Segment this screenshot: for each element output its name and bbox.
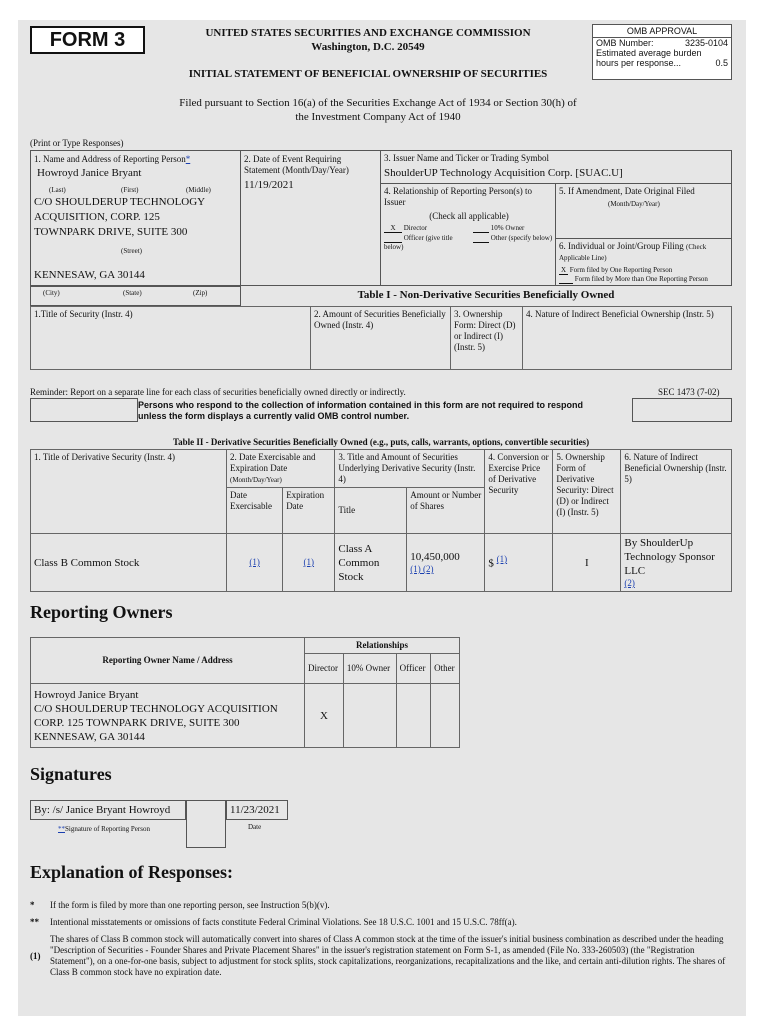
form-label: FORM 3 (30, 26, 145, 54)
owner-line4: KENNESAW, GA 30144 (34, 730, 145, 743)
zip-label: (Zip) (193, 289, 208, 297)
omb-approval-box (592, 24, 732, 80)
table1-col2: 2. Amount of Securities Beneficially Owned (Instr. 4) (311, 307, 451, 370)
table1-col1: 1.Title of Security (Instr. 4) (31, 307, 311, 370)
signature-date: 11/23/2021 (226, 800, 288, 820)
box1-reporting-person (30, 150, 241, 286)
table1-col4: 4. Nature of Indirect Beneficial Ownership (Instr. 5) (523, 307, 732, 370)
first-label: (First) (121, 186, 139, 194)
agency-name: UNITED STATES SECURITIES AND EXCHANGE COMMISSION (205, 27, 531, 39)
signature-label-row (58, 825, 150, 833)
price-cell (485, 534, 553, 592)
price-note[interactable]: (1) (496, 554, 508, 565)
multi-person-checkbox (559, 275, 573, 284)
print-note: (Print or Type Responses) (30, 138, 124, 148)
persons-notice-line1: Persons who respond to the collection of information contained in this form are not required to respond (138, 400, 584, 410)
reminder-text: Reminder: Report on a separate line for each class of securities beneficially owned directly or indirectly. (30, 387, 406, 397)
amount-notes[interactable]: (1) (2) (410, 564, 434, 574)
table2-derivative (30, 449, 732, 592)
note-double-star-text: Intentional misstatements or omissions of facts constitute Federal Criminal Violations. See 18 U.S.C. 1001 and 15 U.S.C. 78ff(a). (50, 917, 517, 927)
box6-check: (Check Applicable Line) (559, 243, 707, 262)
address-line2: ACQUISITION, CORP. 125 (34, 211, 160, 223)
box4-relationship (380, 183, 556, 286)
owner-director-mark: X (305, 684, 344, 748)
box6-filing (555, 238, 732, 286)
statement-title: INITIAL STATEMENT OF BENEFICIAL OWNERSHIP OF SECURITIES (188, 68, 548, 80)
other-option[interactable] (473, 234, 553, 243)
owner-name-header: Reporting Owner Name / Address (31, 638, 305, 684)
one-person-checkmark: X (560, 266, 567, 274)
omb-number-label: OMB Number: (596, 38, 654, 48)
table2-title: Table II - Derivative Securities Beneficially Owned (e.g., puts, calls, warrants, options, convertible securities) (172, 437, 590, 447)
underlying-title: Class A Common Stock (335, 534, 407, 592)
box1-label-row (34, 154, 190, 165)
check-all-applicable: (Check all applicable) (429, 211, 509, 221)
amount-value: 10,450,000 (410, 551, 460, 563)
table1-col3: 3. Ownership Form: Direct (D) or Indirect (I) (Instr. 5) (451, 307, 523, 370)
omb-hours-row (593, 58, 731, 68)
ten-pct-option[interactable] (473, 224, 524, 233)
other-header: Other (431, 654, 460, 684)
owner-ten-pct-cell (343, 684, 396, 748)
table-row (31, 684, 460, 748)
signatures-heading: Signatures (30, 764, 112, 784)
other-option-label: Other (specify below) (490, 234, 553, 242)
table2-col3a: Title (335, 488, 407, 534)
note-1 (30, 934, 730, 978)
ten-pct-checkbox (473, 224, 489, 233)
ten-pct-option-label: 10% Owner (490, 224, 525, 232)
owner-line3: CORP. 125 TOWNPARK DRIVE, SUITE 300 (34, 716, 240, 729)
ownership-form: I (553, 534, 621, 592)
note-double-star (30, 917, 730, 928)
expiration-cell (283, 534, 335, 592)
notice-left-box (30, 398, 138, 422)
officer-option[interactable] (384, 234, 469, 251)
table2-col4: 4. Conversion or Exercise Price of Derivative Security (485, 450, 553, 534)
box5-sub: (Month/Day/Year) (608, 200, 660, 208)
director-option-label: Director (403, 224, 428, 232)
persons-notice-line2: unless the form displays a currently valid OMB control number. (138, 411, 410, 421)
city-state-zip: KENNESAW, GA 30144 (34, 269, 145, 281)
note-star (30, 900, 730, 911)
table2-col6: 6. Nature of Indirect Beneficial Ownership (Instr. 5) (621, 450, 732, 534)
table1-non-derivative (30, 306, 732, 370)
reporting-person-name: Howroyd Janice Bryant (37, 167, 142, 179)
officer-header: Officer (396, 654, 430, 684)
omb-number: 3235-0104 (684, 38, 728, 48)
omb-title: OMB APPROVAL (593, 25, 731, 38)
nature-note[interactable]: (2) (624, 578, 635, 588)
middle-label: (Middle) (186, 186, 211, 194)
note-star-text: If the form is filed by more than one reporting person, see Instruction 5(b)(v). (50, 900, 330, 910)
agency-city: Washington, D.C. 20549 (311, 41, 425, 53)
director-option[interactable] (384, 224, 427, 233)
reporting-owners-table (30, 637, 460, 748)
date-exercisable-cell (227, 534, 283, 592)
filed-pursuant-line2: the Investment Company Act of 1940 (295, 111, 461, 123)
table2-col2a: Date Exercisable (227, 488, 283, 534)
notice-right-box (632, 398, 732, 422)
explanation-heading: Explanation of Responses: (30, 862, 234, 882)
table2-col1: 1. Title of Derivative Security (Instr. 4) (31, 450, 227, 534)
table2-col2b: Expiration Date (283, 488, 335, 534)
owner-address-cell (31, 684, 305, 748)
box1-label: 1. Name and Address of Reporting Person (34, 154, 186, 164)
officer-checkbox (384, 234, 402, 243)
city-state-zip-labels (30, 286, 241, 306)
box3-issuer (380, 150, 732, 184)
street-label: (Street) (121, 247, 142, 255)
signature-value: By: /s/ Janice Bryant Howroyd (30, 800, 186, 820)
derivative-title: Class B Common Stock (31, 534, 227, 592)
box3-label: 3. Issuer Name and Ticker or Trading Symbol (384, 153, 549, 163)
owner-officer-cell (396, 684, 430, 748)
state-label: (State) (123, 289, 142, 297)
last-label: (Last) (49, 186, 66, 194)
table-row (31, 534, 732, 592)
box4-label: 4. Relationship of Reporting Person(s) to Issuer (384, 186, 532, 207)
relationships-header: Relationships (305, 638, 460, 654)
one-person-label: Form filed by One Reporting Person (569, 266, 673, 274)
box6-label-row (559, 241, 731, 263)
box2-label: 2. Date of Event Requiring Statement (Month/Day/Year) (244, 154, 349, 175)
signature-spacer (186, 800, 226, 848)
one-person-option[interactable] (559, 266, 672, 275)
box6-label: 6. Individual or Joint/Group Filing (559, 241, 684, 251)
omb-hours-label: hours per response... (596, 58, 682, 68)
sec-code: SEC 1473 (7-02) (658, 387, 720, 397)
owner-line2: C/O SHOULDERUP TECHNOLOGY ACQUISITION (34, 702, 278, 715)
table2-col2-header (227, 450, 335, 488)
amount-cell (407, 534, 485, 592)
omb-burden-label: Estimated average burden (596, 48, 702, 58)
officer-option-label: Officer (give title below) (384, 234, 453, 251)
date-label: Date (248, 823, 262, 831)
note-1-text: The shares of Class B common stock will automatically convert into shares of Class A common stock at the time of the issuer's initial business combination as described under the heading "Description of Securities - Founder Shares and Private Placement Shares" in the issuer's registration statement on Form S-1, as amended (File No. 333-260503) (the "Registration Statement"), on a one-for-one basis, subject to adjustment for stock splits, stock capitalizations, reorganizations, recapitalizations and the like, and certain anti-dilution rights. The shares of Class B common stock have no expiration date. (50, 934, 726, 977)
box2-event-date (240, 150, 381, 286)
nature-value: By ShoulderUp Technology Sponsor LLC (624, 537, 715, 577)
ten-pct-header: 10% Owner (343, 654, 396, 684)
table1-title: Table I - Non-Derivative Securities Beneficially Owned (357, 289, 615, 301)
table2-col3: 3. Title and Amount of Securities Underlying Derivative Security (Instr. 4) (335, 450, 485, 488)
address-line1: C/O SHOULDERUP TECHNOLOGY (34, 196, 206, 208)
event-date: 11/19/2021 (244, 179, 294, 191)
signature-label: Signature of Reporting Person (65, 825, 150, 833)
director-checkmark: X (384, 224, 402, 233)
multi-person-option[interactable] (559, 275, 708, 284)
city-label: (City) (43, 289, 60, 297)
signature-star-link[interactable]: ** (58, 825, 65, 833)
table2-col3b: Amount or Number of Shares (407, 488, 485, 534)
box5-amendment (555, 183, 732, 239)
other-checkbox (473, 234, 489, 243)
address-line3: TOWNPARK DRIVE, SUITE 300 (34, 226, 188, 238)
box5-label: 5. If Amendment, Date Original Filed (559, 186, 695, 196)
omb-number-row (593, 38, 731, 48)
date-exercisable-note[interactable]: (1) (249, 557, 260, 567)
table2-col2: 2. Date Exercisable and Expiration Date (230, 452, 316, 473)
box1-star-link[interactable]: * (185, 154, 191, 164)
owner-line1: Howroyd Janice Bryant (34, 688, 139, 701)
table2-col5: 5. Ownership Form of Derivative Security: Direct (D) or Indirect (I) (Instr. 5) (553, 450, 621, 534)
multi-person-label: Form filed by More than One Reporting Person (574, 275, 708, 283)
note-double-star-mark: ** (30, 917, 39, 927)
price-value: $ (488, 557, 494, 570)
note-star-mark: * (30, 900, 35, 910)
expiration-note[interactable]: (1) (303, 557, 315, 567)
table2-col2-sub: (Month/Day/Year) (230, 476, 282, 484)
form-page (18, 20, 746, 1016)
note-1-mark: (1) (30, 950, 41, 961)
director-header: Director (305, 654, 344, 684)
owner-other-cell (431, 684, 460, 748)
issuer-name: ShoulderUP Technology Acquisition Corp. [SUAC.U] (384, 167, 623, 179)
reporting-owners-heading: Reporting Owners (30, 602, 173, 622)
omb-hours: 0.5 (715, 58, 728, 68)
filed-pursuant-line1: Filed pursuant to Section 16(a) of the Securities Exchange Act of 1934 or Section 30(h) of (179, 97, 577, 109)
nature-cell (621, 534, 732, 592)
